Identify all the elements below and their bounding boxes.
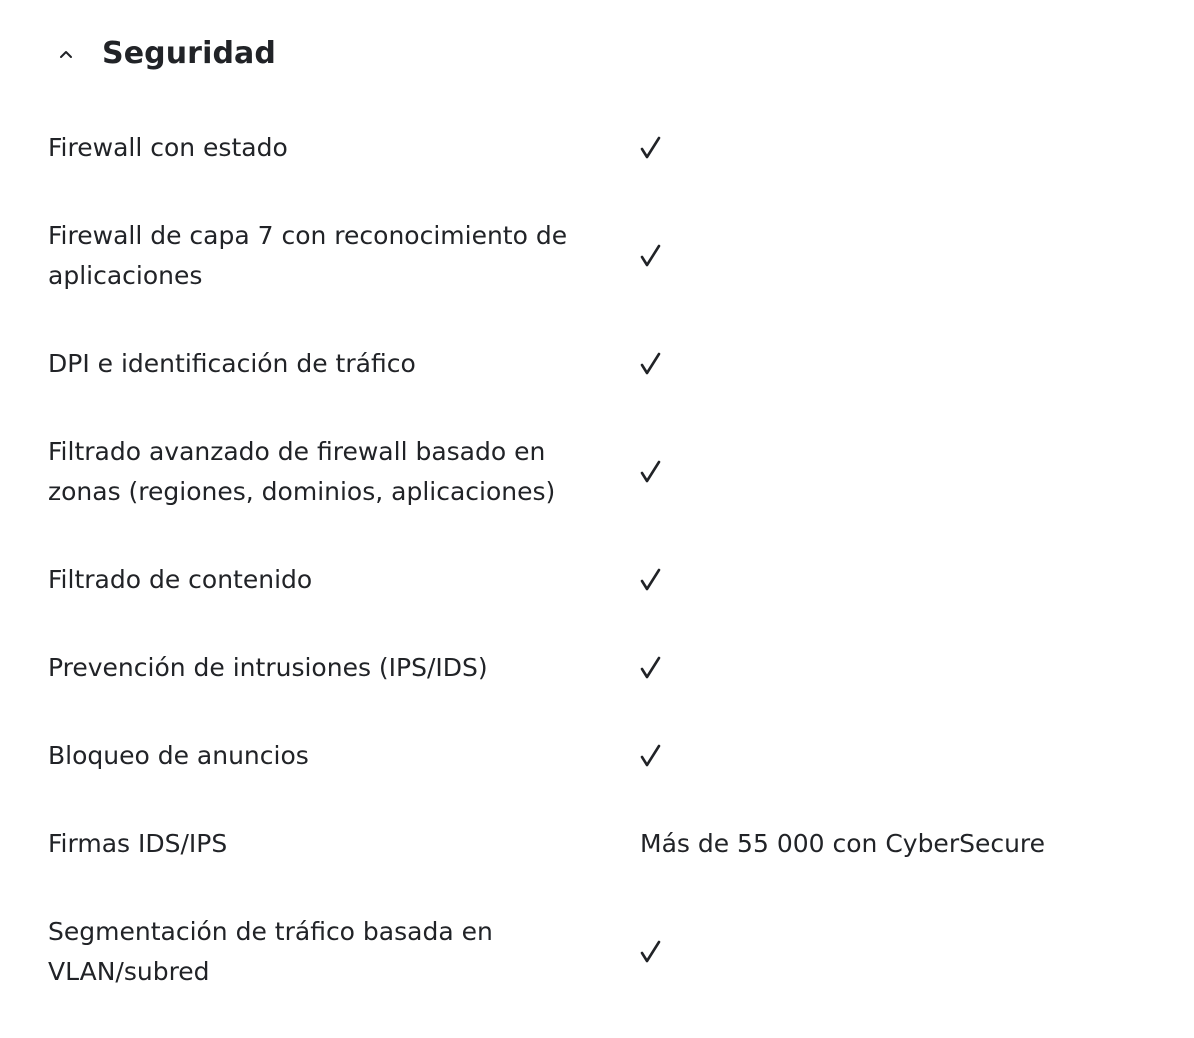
feature-list <box>0 104 1194 1016</box>
feature-label: Firewall con estado <box>48 133 288 162</box>
feature-row <box>0 624 1194 712</box>
feature-row <box>0 536 1194 624</box>
checkmark-icon <box>640 136 662 160</box>
feature-label: Filtrado avanzado de firewall basado en zonas (regiones, dominios, aplicaciones) <box>48 437 556 506</box>
feature-label: Prevención de intrusiones (IPS/IDS) <box>48 653 488 682</box>
checkmark-icon <box>640 352 662 376</box>
feature-label: Segmentación de tráfico basada en VLAN/subred <box>48 917 493 986</box>
checkmark-icon <box>640 744 662 768</box>
checkmark-icon <box>640 656 662 680</box>
feature-value: Más de 55 000 con CyberSecure <box>640 829 1046 858</box>
chevron-up-icon[interactable] <box>57 47 75 61</box>
feature-row <box>0 104 1194 192</box>
feature-row <box>0 192 1194 320</box>
feature-row <box>0 888 1194 1016</box>
checkmark-icon <box>640 940 662 964</box>
checkmark-icon <box>640 568 662 592</box>
feature-row <box>0 408 1194 536</box>
feature-row <box>0 800 1194 888</box>
feature-label: Bloqueo de anuncios <box>48 741 309 770</box>
section-header-toggle[interactable] <box>0 0 1194 108</box>
feature-label: DPI e identificación de tráfico <box>48 349 416 378</box>
feature-row <box>0 712 1194 800</box>
feature-label: Firewall de capa 7 con reconocimiento de aplicaciones <box>48 221 568 290</box>
feature-label: Firmas IDS/IPS <box>48 829 228 858</box>
section-title: Seguridad <box>102 36 276 71</box>
checkmark-icon <box>640 244 662 268</box>
feature-label: Filtrado de contenido <box>48 565 313 594</box>
feature-row <box>0 320 1194 408</box>
checkmark-icon <box>640 460 662 484</box>
